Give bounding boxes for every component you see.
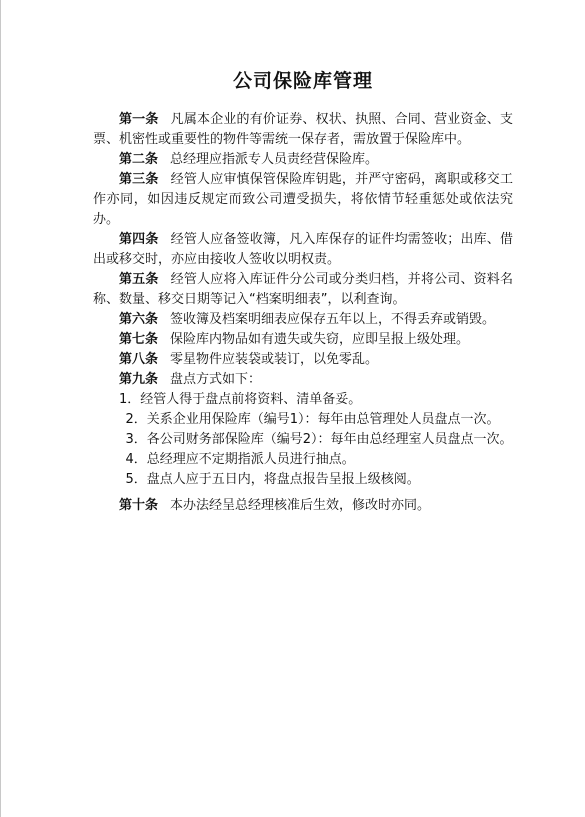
article-text: 经管人应备签收簿，凡入库保存的证件均需签收；出库、借出或移交时，亦应由接收人签收以明权责。 — [93, 232, 513, 267]
article-text: 经管人应将入库证件分公司或分类归档，并将公司、资料名称、数量、移交日期等记入“档案明细表”，以利查询。 — [93, 272, 513, 307]
article-7 — [93, 330, 513, 350]
article-label: 第五条 — [119, 272, 159, 287]
article-5 — [93, 270, 513, 310]
document-title: 公司保险库管理 — [232, 70, 373, 92]
list-item: 3．各公司财务部保险库（编号2）：每年由总经理室人员盘点一次。 — [125, 432, 513, 447]
article-label: 第三条 — [119, 172, 159, 187]
list-item: 5．盘点人应于五日内，将盘点报告呈报上级核阅。 — [125, 472, 420, 487]
article-8 — [93, 350, 513, 370]
article-label: 第四条 — [119, 232, 159, 247]
article-4 — [93, 230, 513, 270]
article-text: 经管人应审慎保管保险库钥匙，并严守密码，离职或移交工作亦同，如因违反规定而致公司遭受损失，将依情节轻重惩处或依法究办。 — [93, 172, 513, 227]
article-text: 凡属本企业的有价证券、权状、执照、合同、营业资金、支票、机密性或重要性的物件等需统一保存者，需放置于保险库中。 — [93, 112, 513, 147]
article-3 — [93, 170, 513, 230]
page-left-border — [0, 0, 1, 817]
list-item: 2．关系企业用保险库（编号1）：每年由总管理处人员盘点一次。 — [125, 412, 500, 427]
article-label: 第九条 — [119, 372, 159, 387]
article-text: 保险库内物品如有遗失或失窃，应即呈报上级处理。 — [170, 332, 470, 347]
article-label: 第一条 — [119, 112, 159, 127]
article-2 — [93, 150, 513, 170]
article-text: 本办法经呈总经理核准后生效，修改时亦同。 — [170, 498, 431, 513]
list-item: 1．经管人得于盘点前将资料、清单备妥。 — [119, 392, 362, 407]
article-label: 第二条 — [119, 152, 159, 167]
list-item: 4．总经理应不定期指派人员进行抽点。 — [125, 452, 355, 467]
article-text: 零星物件应装袋或装订，以免零乱。 — [170, 352, 379, 367]
article-1 — [93, 110, 513, 150]
article-label: 第七条 — [119, 332, 159, 347]
article-9 — [93, 370, 513, 390]
article-label: 第十条 — [119, 498, 159, 513]
article-text: 盘点方式如下： — [170, 372, 262, 387]
article-6 — [93, 310, 513, 330]
article-label: 第八条 — [119, 352, 159, 367]
document-page — [93, 66, 513, 516]
article-10 — [93, 496, 513, 516]
article-text: 签收簿及档案明细表应保存五年以上，不得丢弃或销毁。 — [170, 312, 496, 327]
article-label: 第六条 — [119, 312, 159, 327]
article-text: 总经理应指派专人员责经营保险库。 — [170, 152, 379, 167]
